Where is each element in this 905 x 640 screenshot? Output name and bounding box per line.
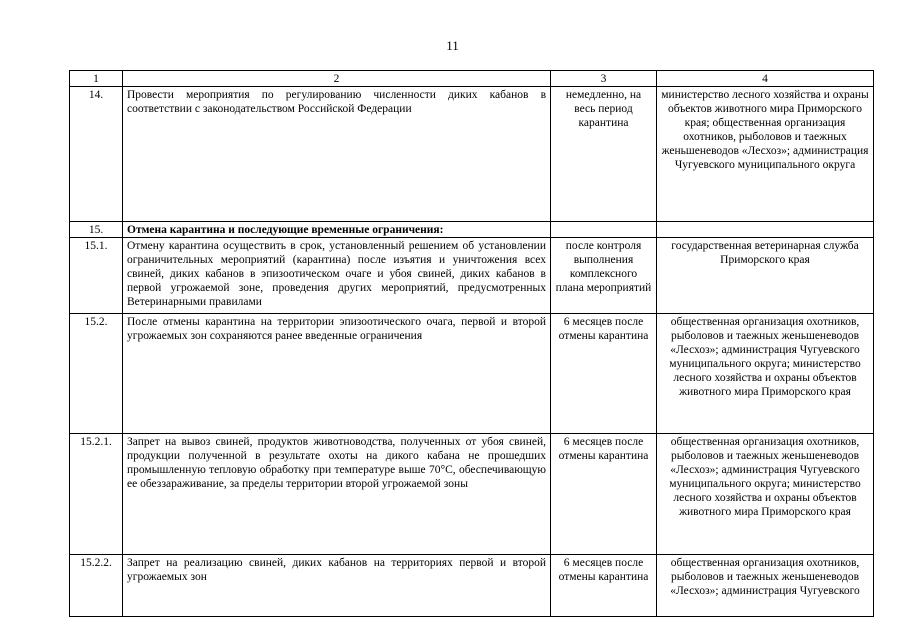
table-row (70, 434, 874, 555)
responsible-party: общественная организация охотников, рыболовов и таежных женьшеневодов «Лесхоз»; администрация Чугуевского муниципального округа; министерство лесного хозяйства и охраны объектов животного мира Приморского края (657, 314, 874, 434)
measure-text: Провести мероприятия по регулированию численности диких кабанов в соответствии с законодательством Российской Федерации (123, 87, 551, 222)
column-number-header: 4 (657, 71, 874, 87)
measure-text: Отмену карантина осуществить в срок, установленный решением об установлении ограничительных мероприятий (карантина) после изъятия и уничтожения всех свиней, диких кабанов в эпизоотическом очаге и убоя свиней, диких кабанов в первой угрожаемой зоне, проведения других мероприятий, предусмотренных Ветеринарными правилами (123, 238, 551, 314)
item-number: 15.2.1. (70, 434, 123, 555)
responsible-party: министерство лесного хозяйства и охраны объектов животного мира Приморского края; общественная организация охотников, рыболовов и таежных женьшеневодов «Лесхоз»; администрация Чугуевского муниципального округа (657, 87, 874, 222)
responsible-party: государственная ветеринарная служба Приморского края (657, 238, 874, 314)
table-row (70, 314, 874, 434)
table-row (70, 87, 874, 222)
responsible-party: общественная организация охотников, рыболовов и таежных женьшеневодов «Лесхоз»; администрация Чугуевского (657, 555, 874, 617)
table-row (70, 555, 874, 617)
table-row (70, 238, 874, 314)
item-number: 14. (70, 87, 123, 222)
table-row (70, 222, 874, 238)
item-number: 15.2.2. (70, 555, 123, 617)
column-number-header: 1 (70, 71, 123, 87)
measure-text: Запрет на реализацию свиней, диких кабанов на территориях первой и второй угрожаемых зон (123, 555, 551, 617)
page-number: 11 (446, 38, 459, 53)
item-number: 15.2. (70, 314, 123, 434)
column-number-header: 2 (123, 71, 551, 87)
measure-term: 6 месяцев после отмены карантина (551, 434, 657, 555)
measure-term: после контроля выполнения комплексного плана мероприятий (551, 238, 657, 314)
responsible-party (657, 222, 874, 238)
measure-text: Запрет на вывоз свиней, продуктов животноводства, полученных от убоя свиней, продукции полученной в результате охоты на дикого кабана не прошедших промышленную тепловую обработку при температуре выше 70°С, обеспечивающую ее обеззараживание, за пределы территории второй угрожаемой зоны (123, 434, 551, 555)
measure-term: 6 месяцев после отмены карантина (551, 314, 657, 434)
measure-term: немедленно, на весь период карантина (551, 87, 657, 222)
measure-text: После отмены карантина на территории эпизоотического очага, первой и второй угрожаемых зон сохраняются ранее введенные ограничения (123, 314, 551, 434)
section-heading: Отмена карантина и последующие временные ограничения: (123, 222, 551, 238)
measures-table (69, 70, 874, 617)
table-header-row (70, 71, 874, 87)
measure-term: 6 месяцев после отмены карантина (551, 555, 657, 617)
measure-term (551, 222, 657, 238)
column-number-header: 3 (551, 71, 657, 87)
item-number: 15. (70, 222, 123, 238)
responsible-party: общественная организация охотников, рыболовов и таежных женьшеневодов «Лесхоз»; администрация Чугуевского муниципального округа; министерство лесного хозяйства и охраны объектов животного мира Приморского края (657, 434, 874, 555)
item-number: 15.1. (70, 238, 123, 314)
